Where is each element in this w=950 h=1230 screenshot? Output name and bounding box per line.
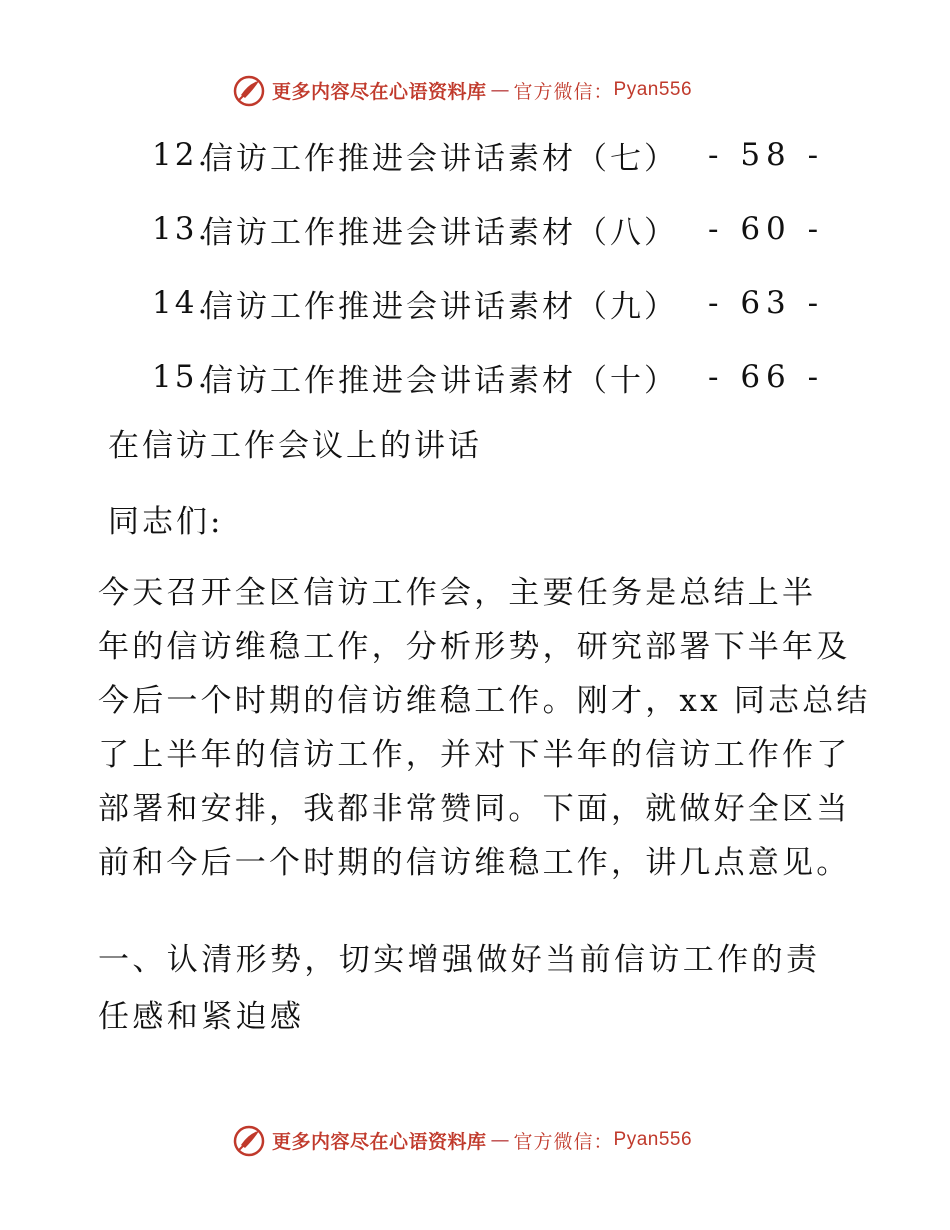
toc-entry — [152, 192, 852, 266]
toc-title: 信访工作推进会讲话素材（七） — [202, 140, 678, 177]
watermark-wechat-id: Pyan556 — [613, 1129, 693, 1150]
paragraph-line: 今后一个时期的信访维稳工作。刚才，xx 同志总结 — [98, 683, 871, 719]
paragraph-line: 了上半年的信访工作，并对下半年的信访工作作了 — [98, 737, 851, 773]
watermark-wechat-id: Pyan556 — [613, 79, 693, 100]
header-watermark — [232, 72, 692, 108]
toc-entry — [152, 340, 852, 414]
paragraph-line: 前和今后一个时期的信访维稳工作，讲几点意见。 — [98, 845, 851, 881]
toc-number: 13. — [152, 211, 211, 247]
footer-watermark — [232, 1122, 692, 1158]
toc-title: 信访工作推进会讲话素材（九） — [202, 288, 678, 325]
toc-page: - 58 - — [708, 137, 825, 173]
toc-page: - 66 - — [708, 359, 825, 395]
toc-title: 信访工作推进会讲话素材（十） — [202, 362, 678, 399]
watermark-text: 更多内容尽在心语资料库 — [272, 1130, 487, 1153]
table-of-contents — [152, 118, 852, 414]
paragraph-line: 今天召开全区信访工作会，主要任务是总结上半 — [98, 575, 817, 611]
pen-logo-icon — [232, 1123, 266, 1157]
document-title: 在信访工作会议上的讲话 — [108, 428, 482, 464]
heading-line: 任感和紧迫感 — [98, 999, 305, 1035]
watermark-dash: — — [490, 1129, 510, 1151]
watermark-text: 更多内容尽在心语资料库 — [272, 80, 487, 103]
section-heading — [98, 932, 858, 1046]
body-paragraph — [98, 566, 871, 890]
paragraph-line: 部署和安排，我都非常赞同。下面，就做好全区当 — [98, 791, 851, 827]
toc-entry — [152, 266, 852, 340]
toc-number: 12. — [152, 137, 211, 173]
heading-line: 一、认清形势，切实增强做好当前信访工作的责 — [98, 942, 821, 978]
paragraph-line: 年的信访维稳工作，分析形势，研究部署下半年及 — [98, 629, 851, 665]
pen-logo-icon — [232, 73, 266, 107]
toc-number: 14. — [152, 285, 211, 321]
toc-entry — [152, 118, 852, 192]
watermark-wechat-label: 官方微信： — [513, 80, 614, 103]
salutation: 同志们: — [108, 504, 224, 540]
toc-number: 15. — [152, 359, 211, 395]
toc-title: 信访工作推进会讲话素材（八） — [202, 214, 678, 251]
watermark-wechat-label: 官方微信： — [513, 1130, 614, 1153]
toc-page: - 63 - — [708, 285, 825, 321]
watermark-dash: — — [490, 79, 510, 101]
toc-page: - 60 - — [708, 211, 825, 247]
